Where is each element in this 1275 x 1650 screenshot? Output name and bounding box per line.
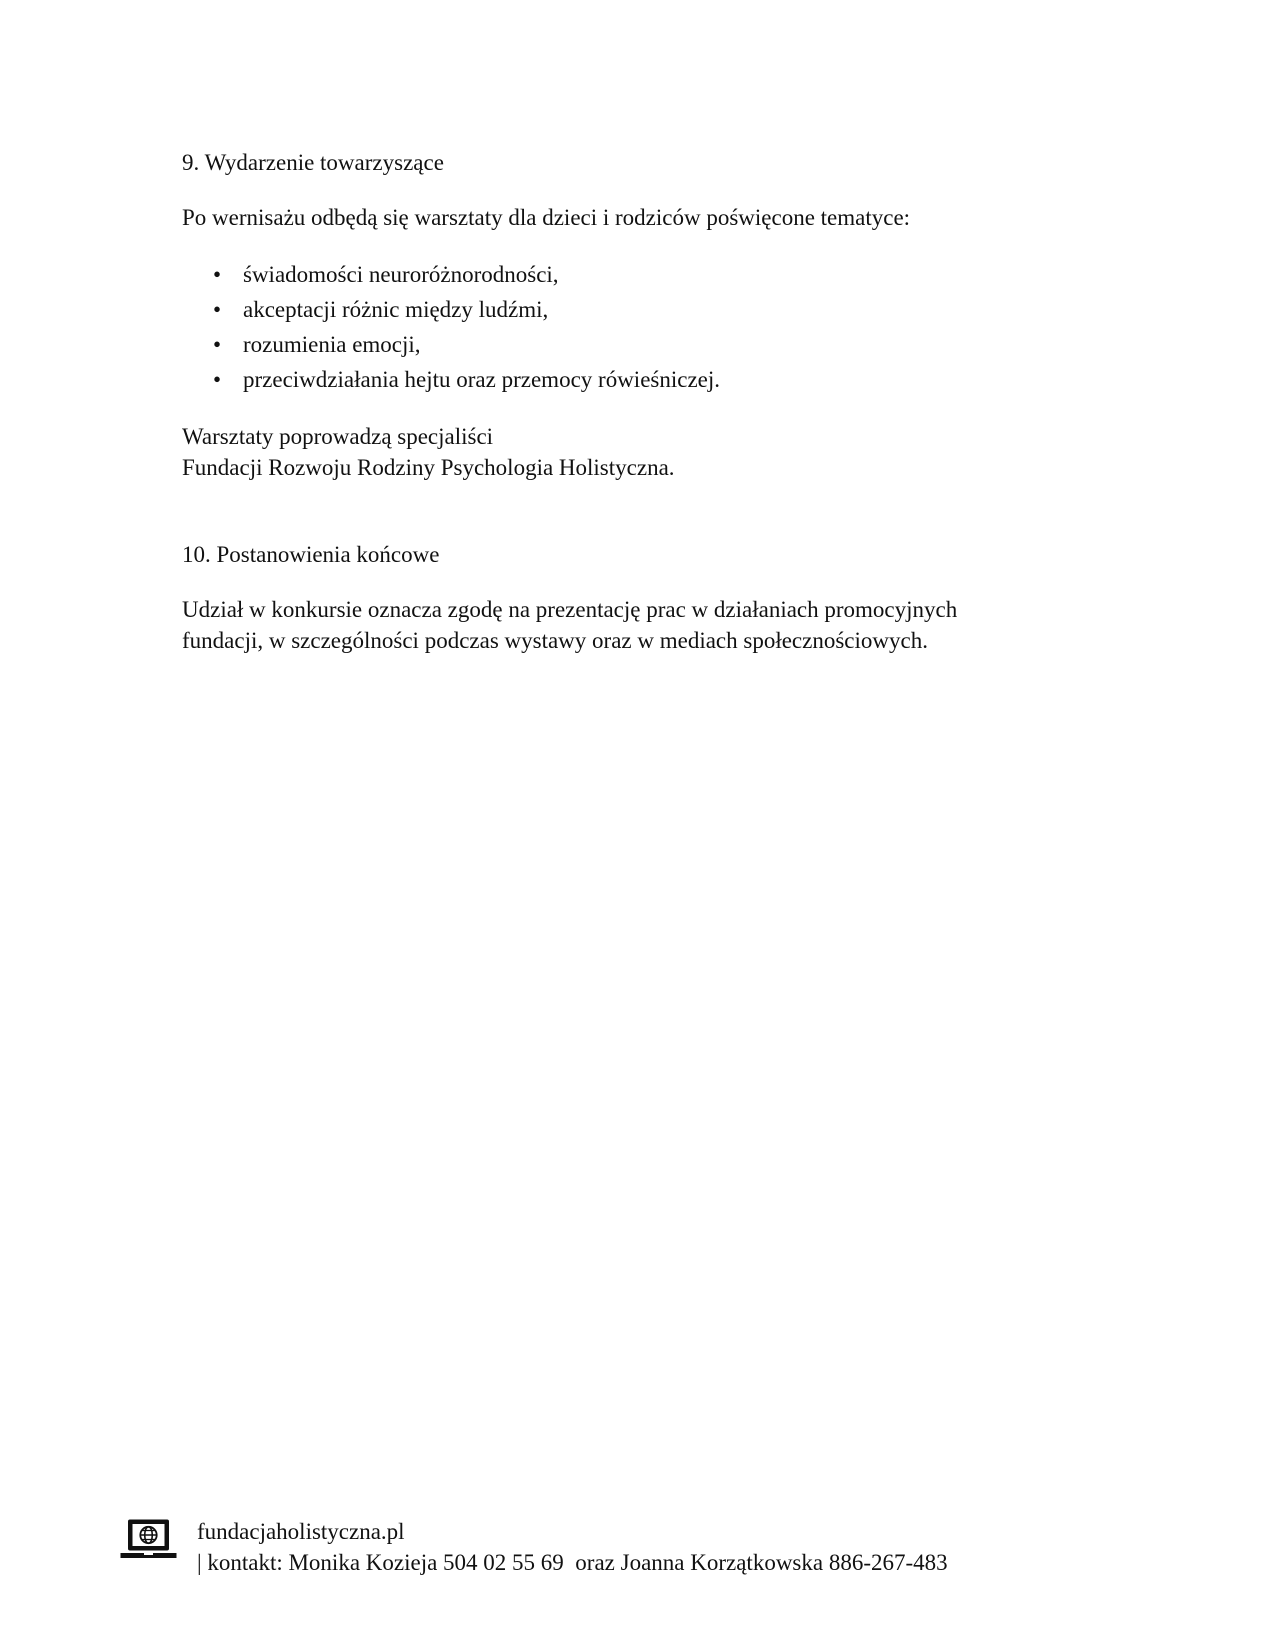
workshop-leaders-line-2: Fundacji Rozwoju Rodziny Psychologia Holistyczna.	[182, 455, 675, 480]
workshop-leaders-line-1: Warsztaty poprowadzą specjaliści	[182, 424, 494, 449]
document-body	[182, 147, 1145, 680]
footer-website: fundacjaholistyczna.pl	[197, 1519, 405, 1544]
section-10-heading: 10. Postanowienia końcowe	[182, 542, 440, 567]
section-10-body-line-1: Udział w konkursie oznacza zgodę na prezentację prac w działaniach promocyjnych	[182, 597, 958, 622]
list-item: • przeciwdziałania hejtu oraz przemocy rówieśniczej.	[182, 362, 1145, 397]
workshop-leaders	[182, 421, 1145, 483]
footer-text-block	[197, 1516, 948, 1578]
section-9-intro: Po wernisażu odbędą się warsztaty dla dzieci i rodziców poświęcone tematyce:	[182, 205, 911, 230]
blank-paragraph-spacer	[182, 507, 1145, 539]
list-item: • świadomości neuroróżnorodności,	[182, 257, 1145, 292]
workshop-topics-list	[182, 257, 1145, 397]
list-item: • rozumienia emocji,	[182, 327, 1145, 362]
list-item: • akceptacji różnic między ludźmi,	[182, 292, 1145, 327]
section-10-body-line-2: fundacji, w szczególności podczas wystawy oraz w mediach społecznościowych.	[182, 628, 928, 653]
page-footer	[120, 1516, 948, 1578]
laptop-globe-icon	[120, 1519, 177, 1559]
footer-contact: | kontakt: Monika Kozieja 504 02 55 69 oraz Joanna Korzątkowska 886-267-483	[197, 1550, 948, 1575]
section-10-body	[182, 594, 1145, 656]
section-9-heading: 9. Wydarzenie towarzyszące	[182, 150, 444, 175]
